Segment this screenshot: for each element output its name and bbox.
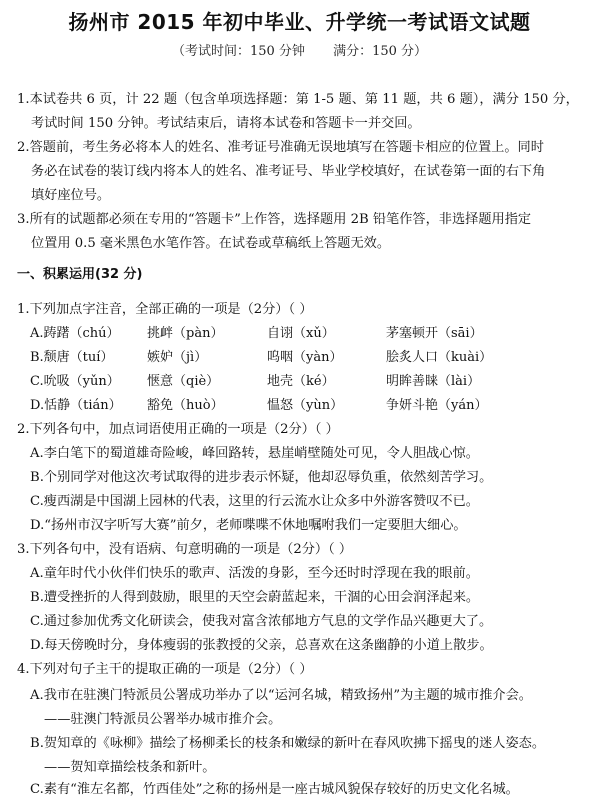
- q3-option-c: C.通过参加优秀文化研读会，使我对富含浓郁地方气息的文学作品兴趣更大了。: [30, 614, 493, 629]
- question-3-stem: 3.下列各句中，没有语病、句意明确的一项是（2分）（ ）: [17, 542, 353, 557]
- instruction-3-line-2: 位置用 0.5 毫米黑色水笔作答。在试卷或草稿纸上答题无效。: [31, 236, 391, 251]
- q2-option-d: D.“扬州市汉字听写大赛”前夕，老师喋喋不休地嘱咐我们一定要胆大细心。: [30, 518, 467, 533]
- q2-option-b: B.个别同学对他这次考试取得的进步表示怀疑，他却忍辱负重，依然刻苦学习。: [30, 470, 493, 485]
- instruction-2-line-1: 2.答题前，考生务必将本人的姓名、准考证号准确无误地填写在答题卡相应的位置上。同时: [17, 140, 544, 155]
- q1-option-a-word-2: 挑衅（pàn）: [147, 326, 224, 341]
- q1-option-b-word-4: 脍炙人口（kuài）: [386, 350, 493, 365]
- exam-meta: [0, 40, 599, 59]
- q1-option-c-word-1: C.吮吸（yǔn）: [30, 374, 120, 389]
- q1-option-d-word-4: 争妍斗艳（yán）: [386, 398, 488, 413]
- q4-option-c: C.素有“淮左名都，竹西佳处”之称的扬州是一座古城风貌保存较好的历史文化名城。: [30, 782, 519, 797]
- question-4-stem: 4.下列对句子主干的提取正确的一项是（2分）（ ）: [17, 662, 313, 677]
- instruction-1-line-1: 1.本试卷共 6 页，计 22 题（包含单项选择题：第 1-5 题、第 11 题，共 6 题），满分 150 分，: [17, 92, 579, 107]
- instruction-2-line-3: 填好座位号。: [31, 188, 111, 203]
- exam-time: （考试时间：150 分钟: [171, 44, 305, 59]
- instruction-2-line-2: 务必在试卷的装订线内将本人的姓名、准考证号、毕业学校填好，在试卷第一面的右下角: [31, 164, 546, 179]
- q1-option-c-word-3: 地壳（ké）: [267, 374, 335, 389]
- exam-score: 满分：150 分）: [333, 44, 428, 59]
- q3-option-a: A.童年时代小伙伴们快乐的歌声、活泼的身影，至今还时时浮现在我的眼前。: [30, 566, 479, 581]
- q4-option-a: A.我市在驻澳门特派员公署成功举办了以“运河名城，精致扬州”为主题的城市推介会。: [30, 688, 532, 703]
- page-title: 扬州市 2015 年初中毕业、升学统一考试语文试题: [68, 10, 531, 34]
- q1-option-c-word-2: 惬意（qiè）: [147, 374, 220, 389]
- q1-option-d-word-3: 愠怒（yùn）: [267, 398, 344, 413]
- q1-option-b-word-1: B.颓唐（tuí）: [30, 350, 114, 365]
- q1-option-a-word-1: A.踌躇（chú）: [30, 326, 120, 341]
- q4-option-b-extract: ——贺知章描绘枝条和新叶。: [44, 760, 216, 775]
- q3-option-b: B.遭受挫折的人得到鼓励，眼里的天空会蔚蓝起来，干涸的心田会润泽起来。: [30, 590, 480, 605]
- q1-option-d-word-2: 豁免（huò）: [147, 398, 224, 413]
- q1-option-c-word-4: 明眸善睐（lài）: [386, 374, 481, 389]
- q4-option-b: B.贺知章的《咏柳》描绘了杨柳柔长的枝条和嫩绿的新叶在春风吹拂下摇曳的迷人姿态。: [30, 736, 546, 751]
- q3-option-d: D.每天傍晚时分，身体瘦弱的张教授的父亲，总喜欢在这条幽静的小道上散步。: [30, 638, 493, 653]
- q1-option-b-word-2: 嫉妒（jì）: [147, 350, 208, 365]
- q1-option-d-word-1: D.恬静（tián）: [30, 398, 122, 413]
- instruction-1-line-2: 考试时间 150 分钟。考试结束后，请将本试卷和答题卡一并交回。: [31, 116, 421, 131]
- instruction-3-line-1: 3.所有的试题都必须在专用的“答题卡”上作答，选择题用 2B 铅笔作答，非选择题用指定: [17, 212, 532, 227]
- q2-option-c: C.瘦西湖是中国湖上园林的代表，这里的行云流水让众多中外游客赞叹不已。: [30, 494, 479, 509]
- q1-option-b-word-3: 呜咽（yàn）: [267, 350, 343, 365]
- question-2-stem: 2.下列各句中，加点词语使用正确的一项是（2分）（ ）: [17, 422, 339, 437]
- q2-option-a: A.李白笔下的蜀道雄奇险峻，峰回路转，悬崖峭壁随处可见，令人胆战心惊。: [30, 446, 479, 461]
- question-1-stem: 1.下列加点字注音，全部正确的一项是（2分）（ ）: [17, 302, 313, 317]
- q1-option-a-word-4: 茅塞顿开（sāi）: [386, 326, 483, 341]
- q1-option-a-word-3: 自诩（xǔ）: [267, 326, 335, 341]
- section-heading: 一、积累运用(32 分): [17, 267, 143, 282]
- q4-option-a-extract: ——驻澳门特派员公署举办城市推介会。: [44, 712, 282, 727]
